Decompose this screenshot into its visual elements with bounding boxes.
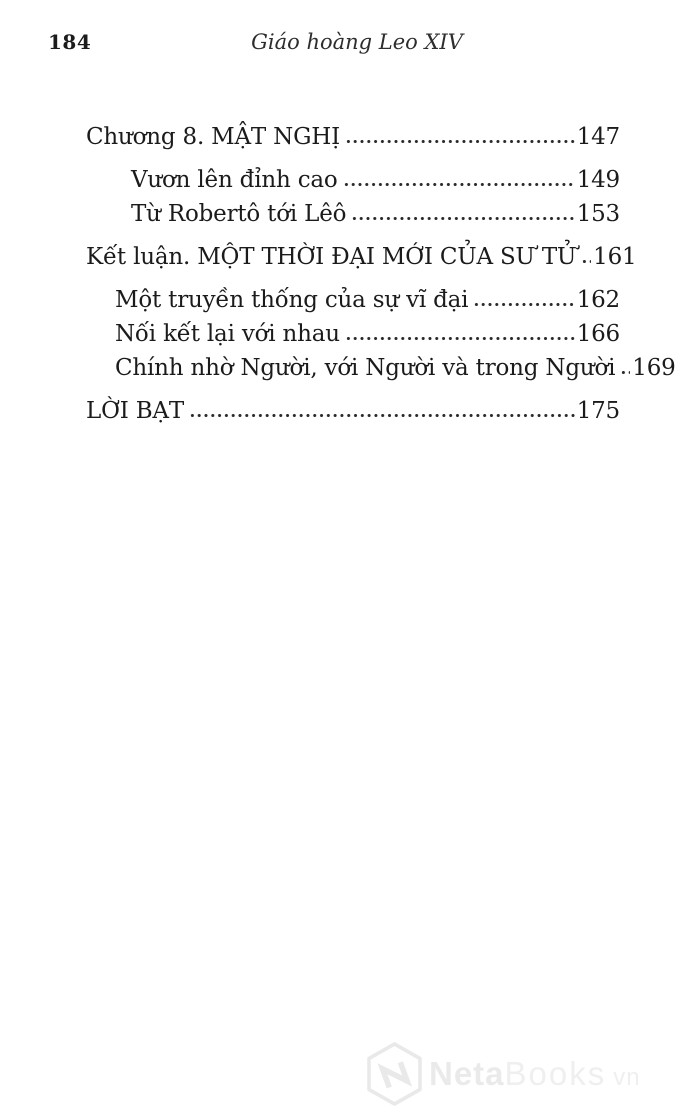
dot-leader: [473, 302, 574, 307]
hexagon-n-icon: [366, 1042, 423, 1106]
dot-leader: [351, 216, 574, 221]
toc-page-number: 161: [593, 244, 637, 270]
watermark-brand-primary: Neta: [429, 1055, 505, 1092]
toc-row: [86, 120, 620, 154]
watermark-domain-suffix: vn: [613, 1064, 641, 1091]
watermark-brand-secondary: Books: [504, 1055, 607, 1092]
toc-page-number: 149: [576, 167, 620, 193]
dot-leader: [581, 259, 591, 264]
toc-page-number: 162: [576, 287, 620, 313]
dot-leader: [345, 139, 575, 144]
dot-leader: [345, 336, 575, 341]
toc-row: [86, 351, 676, 385]
toc-entry-title: Từ Robertô tới Lêô: [131, 201, 347, 227]
dot-leader: [620, 370, 630, 375]
toc-row: [86, 283, 620, 317]
toc-entry-title: Vươn lên đỉnh cao: [131, 167, 338, 193]
toc-page-number: 147: [576, 124, 620, 150]
toc-page-number: 166: [576, 321, 620, 347]
toc-row: [86, 317, 620, 351]
toc-row: [86, 240, 637, 274]
toc-row: [86, 163, 620, 197]
toc-page-number: 175: [576, 398, 620, 424]
dot-leader: [343, 182, 575, 187]
toc-row: [86, 197, 620, 231]
running-head: Giáo hoàng Leo XIV: [251, 30, 463, 54]
toc-row: [86, 394, 620, 428]
toc-entry-title: Một truyền thống của sự vĩ đại: [115, 287, 469, 313]
dot-leader: [189, 413, 575, 418]
toc-entry-title: Chương 8. MẬT NGHỊ: [86, 124, 341, 150]
page-number: 184: [48, 30, 92, 54]
watermark-text: [429, 1055, 641, 1093]
toc-entry-title: Nối kết lại với nhau: [115, 321, 340, 347]
toc-entry-title: Kết luận. MỘT THỜI ĐẠI MỚI CỦA SƯ TỬ: [86, 244, 577, 270]
table-of-contents: [86, 120, 676, 428]
toc-page-number: 153: [576, 201, 620, 227]
toc-entry-title: Chính nhờ Người, với Người và trong Người: [115, 355, 616, 381]
toc-page-number: 169: [632, 355, 676, 381]
toc-entry-title: LỜI BẠT: [86, 398, 184, 424]
